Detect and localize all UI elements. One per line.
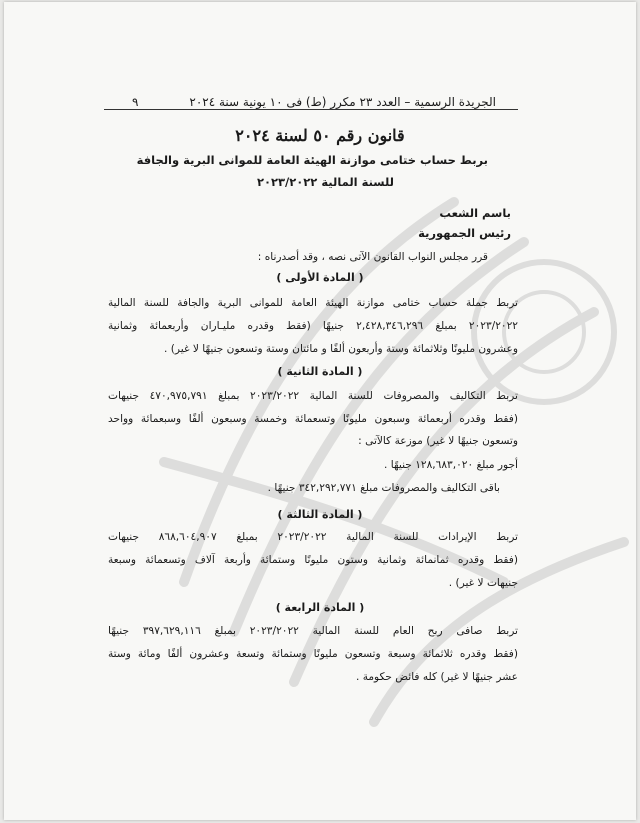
- article-2-line: أجور مبلغ ١٢٨,٦٨٣,٠٢٠ جنيهًا .: [384, 459, 518, 471]
- preamble: قرر مجلس النواب القانون الآتى نصه ، وقد أصدرناه :: [257, 251, 488, 263]
- article-3-heading: ( المادة الثالثة ): [277, 508, 363, 521]
- article-2-line: باقى التكاليف والمصروفات مبلغ ٣٤٢,٢٩٢,٧٧١ جنيهًا .: [267, 482, 500, 494]
- article-2-heading: ( المادة الثانية ): [277, 365, 363, 378]
- article-4-line: عشر جنيهًا لا غير) كله فائض حكومة .: [355, 671, 518, 683]
- article-2-line: وتسعون جنيهًا لا غير) موزعة كالآتى :: [358, 435, 518, 447]
- article-1-line: وعشرون مليونًا وثلاثمائة وستة وأربعون ألفًا و مائتان وستة وتسعون جنيهًا لا غير) .: [164, 343, 518, 355]
- article-4-heading: ( المادة الرابعة ): [275, 601, 365, 614]
- article-1-line: ٢٠٢٣/٢٠٢٢ بمبلغ ٢,٤٢٨,٣٤٦,٢٩٦ جنيهًا (فقط وقدره مليـاران وأربعمائة وثمانية: [108, 320, 518, 332]
- document-page: [4, 2, 636, 820]
- law-subtitle-line2: للسنة المالية ٢٠٢٣/٢٠٢٢: [256, 175, 394, 189]
- article-3-line: (فقط وقدره ثمانمائة وثمانية وستون مليونًا وستمائة وأربعة آلاف وتسعمائة وسبعة: [108, 554, 518, 566]
- article-1-line: تربط جملة حساب ختامى موازنة الهيئة العامة للموانى البرية والجافة للسنة المالية: [108, 297, 518, 309]
- law-title: قانون رقم ٥٠ لسنة ٢٠٢٤: [235, 126, 405, 145]
- header-divider: [104, 109, 518, 110]
- article-3-line: تربط الإيرادات للسنة المالية ٢٠٢٣/٢٠٢٢ بمبلغ ٨٦٨,٦٠٤,٩٠٧ جنيهات: [108, 531, 518, 543]
- article-1-heading: ( المادة الأولى ): [276, 271, 364, 284]
- article-2-line: (فقط وقدره أربعمائة وسبعون مليونًا وتسعمائة وخمسة وسبعون ألفًا وسبعمائة وواحد: [108, 413, 518, 425]
- page-number: ٩: [132, 95, 139, 109]
- in-name-of-people: باسم الشعب: [439, 206, 511, 220]
- law-subtitle-line1: بربط حساب ختامى موازنة الهيئة العامة للموانى البرية والجافة: [136, 153, 488, 167]
- article-3-line: جنيهات لا غير) .: [448, 577, 518, 589]
- article-4-line: (فقط وقدره ثلاثمائة وسبعة وتسعون مليونًا وستمائة وتسعة وعشرون ألفًا ومائة وستة: [108, 648, 518, 660]
- article-2-line: تربط التكاليف والمصروفات للسنة المالية ٢٠٢٣/٢٠٢٢ بمبلغ ٤٧٠,٩٧٥,٧٩١ جنيهات: [108, 390, 518, 402]
- article-4-line: تربط صافى ربح العام للسنة المالية ٢٠٢٣/٢٠٢٢ بمبلغ ٣٩٧,٦٢٩,١١٦ جنيهًا: [108, 625, 519, 637]
- president-heading: رئيس الجمهورية: [418, 226, 511, 240]
- running-title: الجريدة الرسمية – العدد ٢٣ مكرر (ط) فى ١٠ يونية سنة ٢٠٢٤: [189, 95, 496, 109]
